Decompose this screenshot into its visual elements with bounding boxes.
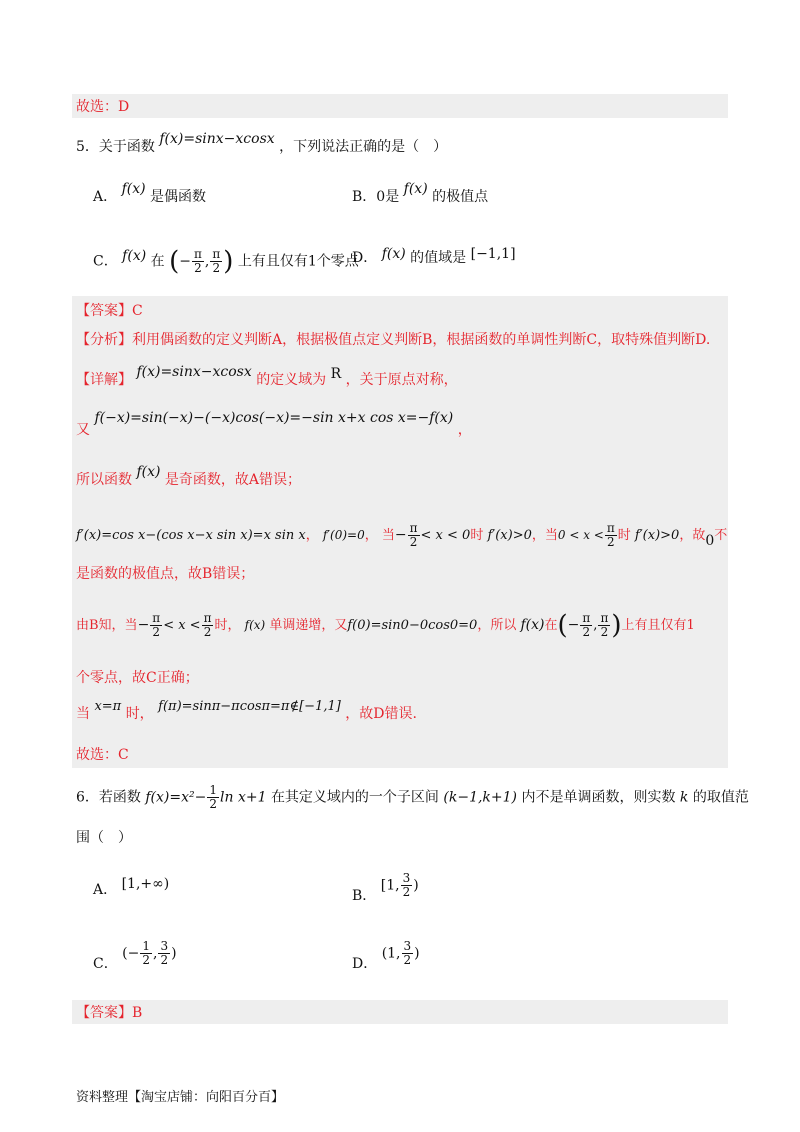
q6-answer-shade bbox=[72, 1000, 728, 1024]
prev-answer: 故选：D bbox=[76, 99, 130, 115]
q6-option-a: A． [1,+∞) bbox=[93, 876, 170, 898]
q5-number: 5．关于函数 bbox=[76, 139, 155, 155]
q5-final: 故选：C bbox=[76, 747, 129, 763]
q5-detail-5: 是函数的极值点，故B错误； bbox=[76, 566, 255, 582]
q6-stem: 6．若函数 f(x)=x²− $\frac{1}{2}$ ln x+1 在其定义域内的一个子区间 (k−1,k+1) 内不是单调函数，则实数 k 的取值范 bbox=[76, 783, 749, 811]
q5-option-c: C． f(x) 在 (− $\frac{\pi}{2}$ , $\frac{\pi}{2}$ ) 上有且仅有1个零点 bbox=[93, 246, 359, 277]
q6-option-b: B． [1, $\frac{3}{2}$ ) bbox=[352, 871, 419, 904]
q6-option-d: D． (1, $\frac{3}{2}$ ) bbox=[352, 939, 420, 972]
q5-option-d: D． f(x) 的值域是 [−1,1] bbox=[352, 246, 516, 266]
q5-detail-6: 由B知，当− $\frac{\pi}{2}$ < x < $\frac{\pi}{2}$ 时， f(x) 单调递增，又f(0)=sin0−0cos0=0，所以 f(x)在(− $\frac{\pi}{2}$ , $\frac{\pi}{2}$ )上有且仅有1 bbox=[76, 610, 695, 641]
q5-detail-1: 【详解】 f(x)=sinx−xcosx 的定义域为 R ，关于原点对称， bbox=[76, 364, 458, 388]
q5-detail-4: f′(x)=cos x−(cos x−x sin x)=x sin x， f′(0)=0， 当− $\frac{\pi}{2}$ < x < 0时 f′(x)>0，当0 < x < $\frac{\pi}{2}$ 时 f′(x)>0，故0不 bbox=[76, 521, 728, 549]
q6-option-c: C． (− $\frac{1}{2}$ , $\frac{3}{2}$ ) bbox=[93, 939, 177, 972]
q5-detail-2: 又 f(−x)=sin(−x)−(−x)cos(−x)=−sin x+x cos x=−f(x) ， bbox=[76, 410, 472, 438]
q5-option-a: A． f(x) 是偶函数 bbox=[93, 181, 207, 205]
q5-stem-tail: ，下列说法正确的是（ ） bbox=[279, 139, 448, 155]
q5-stem bbox=[76, 131, 448, 157]
q5-analysis: 【分析】利用偶函数的定义判断A，根据极值点定义判断B，根据函数的单调性判断C，取特殊值判断D. bbox=[76, 332, 711, 348]
q5-detail-8: 当 x=π 时， f(π)=sinπ−πcosπ=π∉[−1,1] ，故D错误. bbox=[76, 699, 417, 722]
footer-source: 资料整理【淘宝店铺：向阳百分百】 bbox=[76, 1090, 285, 1105]
q5-function: f(x)=sinx−xcosx bbox=[159, 131, 275, 147]
q6-answer: 【答案】B bbox=[76, 1005, 143, 1021]
q6-stem-line2: 围（ ） bbox=[76, 830, 132, 846]
q5-answer: 【答案】C bbox=[76, 303, 143, 319]
q5-detail-3: 所以函数 f(x) 是奇函数，故A错误； bbox=[76, 464, 302, 488]
q5-option-b: B．0是 f(x) 的极值点 bbox=[352, 181, 489, 205]
q5-detail-7: 个零点，故C正确； bbox=[76, 670, 199, 686]
prev-answer-shade bbox=[72, 94, 728, 118]
